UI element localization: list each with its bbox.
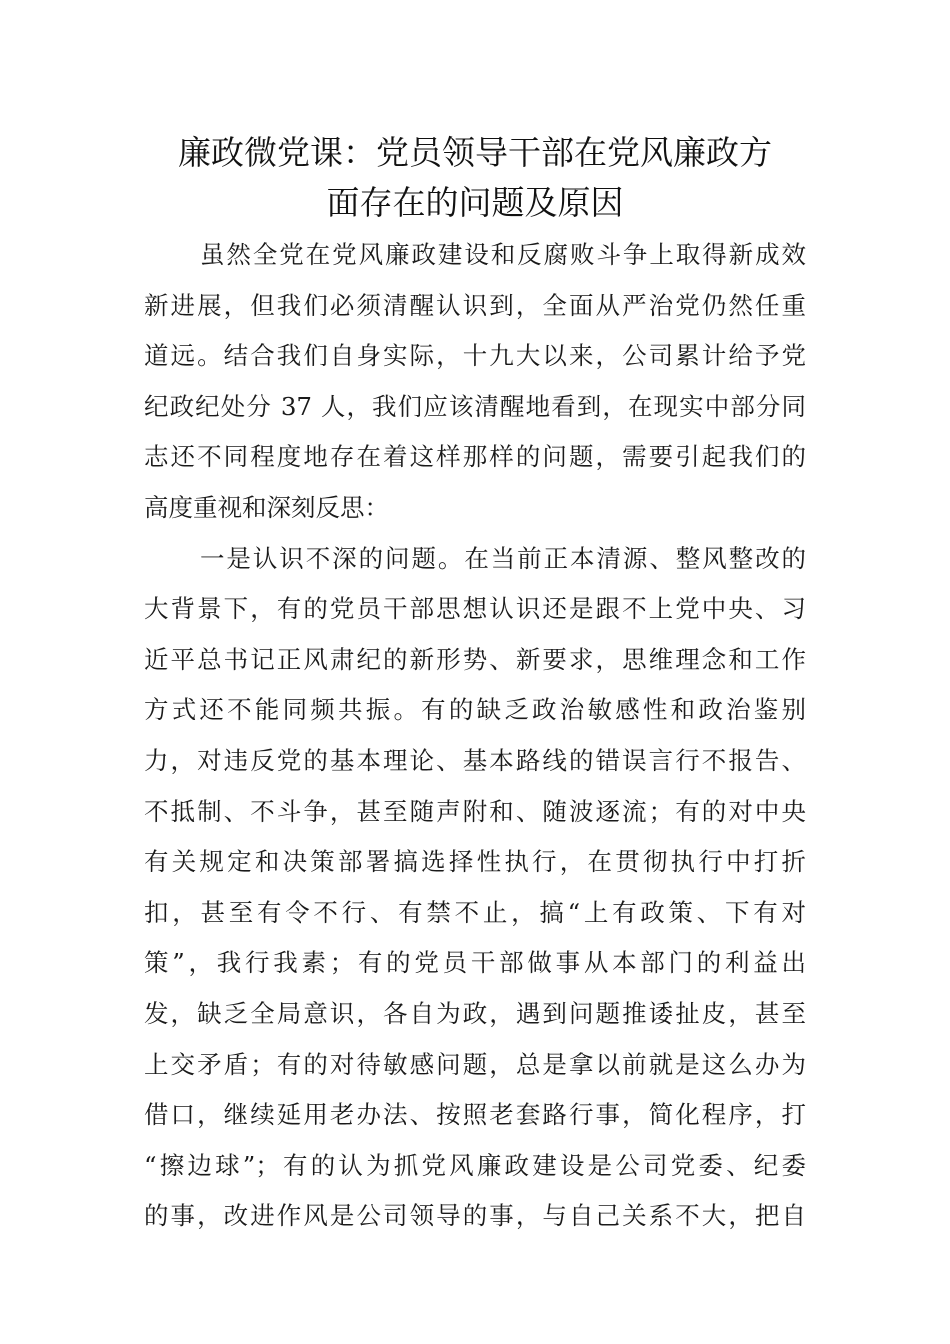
text-line: “擦边球”；有的认为抓党风廉政建设是公司党委、纪委 xyxy=(144,1150,806,1180)
text-line: 上交矛盾；有的对待敏感问题，总是拿以前就是这么办为 xyxy=(144,1049,806,1079)
text-line: 有关规定和决策部署搞选择性执行，在贯彻执行中打折 xyxy=(144,847,806,877)
text-line: 策”，我行我素；有的党员干部做事从本部门的利益出 xyxy=(144,948,806,978)
text-line: 的事，改进作风是公司领导的事，与自己关系不大，把自 xyxy=(144,1201,806,1231)
text-line: 高度重视和深刻反思： xyxy=(144,492,389,522)
text-line: 不抵制、不斗争，甚至随声附和、随波逐流；有的对中央 xyxy=(144,796,806,826)
text-line: 大背景下，有的党员干部思想认识还是跟不上党中央、习 xyxy=(144,594,806,624)
document-title xyxy=(140,128,810,228)
title-line: 面存在的问题及原因 xyxy=(326,183,624,222)
text-line: 借口，继续延用老办法、按照老套路行事，简化程序，打 xyxy=(144,1100,806,1130)
text-line: 新进展，但我们必须清醒认识到，全面从严治党仍然任重 xyxy=(144,290,806,320)
document-body xyxy=(144,230,806,1242)
text-line: 虽然全党在党风廉政建设和反腐败斗争上取得新成效 xyxy=(200,240,806,269)
title-line: 廉政微党课：党员领导干部在党风廉政方 xyxy=(178,133,772,172)
text-line: 志还不同程度地存在着这样那样的问题，需要引起我们的 xyxy=(144,442,806,472)
text-line: 力，对违反党的基本理论、基本路线的错误言行不报告、 xyxy=(144,745,806,775)
text-line: 方式还不能同频共振。有的缺乏政治敏感性和政治鉴别 xyxy=(144,695,806,725)
text-line: 一是认识不深的问题。在当前正本清源、整风整改的 xyxy=(200,543,806,573)
paragraph-1 xyxy=(144,230,806,534)
text-line: 道远。结合我们自身实际，十九大以来，公司累计给予党 xyxy=(144,341,806,371)
text-line: 扣，甚至有令不行、有禁不止，搞“上有政策、下有对 xyxy=(144,897,806,927)
paragraph-2 xyxy=(144,534,806,1242)
text-line: 纪政纪处分 37 人，我们应该清醒地看到，在现实中部分同 xyxy=(144,391,806,421)
text-line: 近平总书记正风肃纪的新形势、新要求，思维理念和工作 xyxy=(144,644,806,674)
text-line: 发，缺乏全局意识，各自为政，遇到问题推诿扯皮，甚至 xyxy=(144,998,806,1028)
